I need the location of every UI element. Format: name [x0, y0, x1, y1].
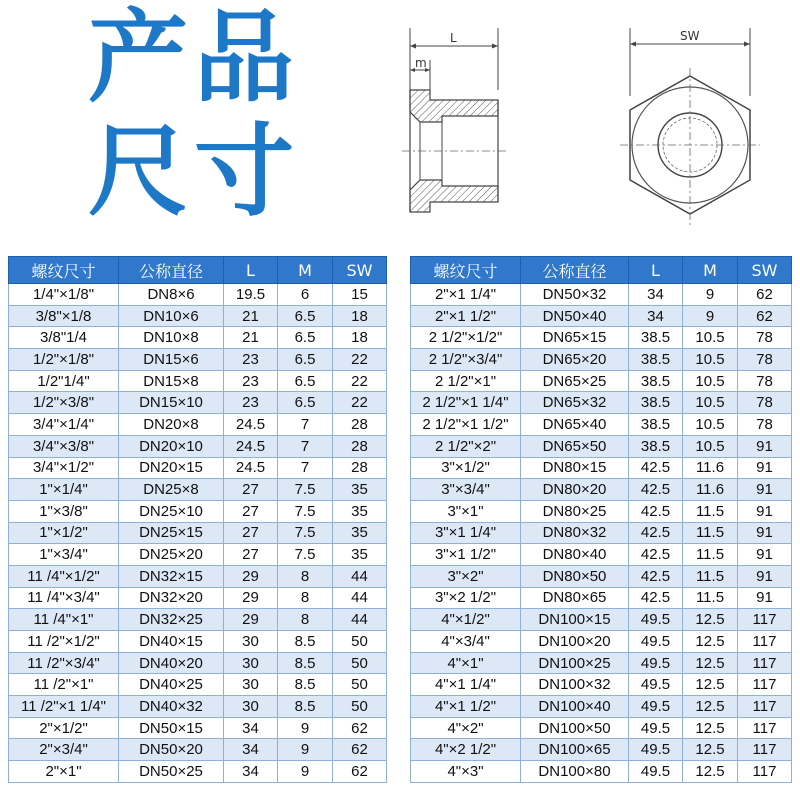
header-l: L — [224, 257, 278, 284]
table-row — [9, 631, 387, 653]
table-row — [411, 761, 792, 783]
cell-m: 11.5 — [683, 522, 738, 544]
cell-m: 10.5 — [683, 414, 738, 436]
cell-thread-size: 11 /2"×1 1/4" — [9, 696, 119, 718]
cell-thread-size: 2"×3/4" — [9, 739, 119, 761]
cell-m: 11.6 — [683, 479, 738, 501]
cell-nominal-diameter: DN20×15 — [119, 457, 224, 479]
cell-l: 27 — [224, 479, 278, 501]
table-row — [9, 565, 387, 587]
cell-nominal-diameter: DN15×10 — [119, 392, 224, 414]
cell-nominal-diameter: DN100×20 — [521, 631, 629, 653]
spec-table-right — [410, 256, 792, 783]
cell-sw: 117 — [738, 739, 792, 761]
cell-m: 8 — [278, 609, 333, 631]
cell-l: 34 — [629, 305, 683, 327]
cell-nominal-diameter: DN50×20 — [119, 739, 224, 761]
table-row — [9, 479, 387, 501]
cell-l: 19.5 — [224, 284, 278, 306]
cell-l: 23 — [224, 392, 278, 414]
spec-table-left — [8, 256, 387, 783]
cell-thread-size: 2 1/2"×1/2" — [411, 327, 521, 349]
cell-l: 23 — [224, 370, 278, 392]
table-row — [411, 500, 792, 522]
cell-nominal-diameter: DN80×50 — [521, 565, 629, 587]
cell-sw: 91 — [738, 565, 792, 587]
cell-m: 7 — [278, 457, 333, 479]
table-row — [9, 717, 387, 739]
header-sw: SW — [738, 257, 792, 284]
cell-l: 29 — [224, 565, 278, 587]
cell-nominal-diameter: DN65×40 — [521, 414, 629, 436]
cell-l: 23 — [224, 349, 278, 371]
cell-sw: 28 — [333, 435, 387, 457]
cell-nominal-diameter: DN40×32 — [119, 696, 224, 718]
cell-sw: 22 — [333, 349, 387, 371]
cell-sw: 35 — [333, 500, 387, 522]
cell-m: 12.5 — [683, 739, 738, 761]
cell-l: 38.5 — [629, 392, 683, 414]
sw-dimension-label: SW — [680, 29, 700, 43]
header-l: L — [629, 257, 683, 284]
cell-sw: 62 — [333, 761, 387, 783]
table-row — [411, 370, 792, 392]
cell-m: 8 — [278, 587, 333, 609]
cell-l: 24.5 — [224, 414, 278, 436]
cell-thread-size: 4"×1 1/2" — [411, 696, 521, 718]
title-line-1: 产品 — [88, 0, 300, 116]
cell-l: 49.5 — [629, 739, 683, 761]
table-row — [411, 674, 792, 696]
cell-nominal-diameter: DN40×15 — [119, 631, 224, 653]
table-row — [411, 739, 792, 761]
cell-l: 24.5 — [224, 435, 278, 457]
cell-thread-size: 1"×1/2" — [9, 522, 119, 544]
cell-nominal-diameter: DN20×8 — [119, 414, 224, 436]
cell-m: 9 — [683, 284, 738, 306]
cell-l: 34 — [629, 284, 683, 306]
cell-l: 34 — [224, 739, 278, 761]
cell-m: 8.5 — [278, 652, 333, 674]
cell-l: 34 — [224, 717, 278, 739]
cell-m: 11.6 — [683, 457, 738, 479]
cell-sw: 62 — [333, 717, 387, 739]
table-row — [9, 305, 387, 327]
cell-nominal-diameter: DN100×15 — [521, 609, 629, 631]
cell-sw: 15 — [333, 284, 387, 306]
cell-sw: 117 — [738, 717, 792, 739]
cell-sw: 35 — [333, 544, 387, 566]
table-row — [411, 544, 792, 566]
table-row — [411, 717, 792, 739]
header-sw: SW — [333, 257, 387, 284]
cell-m: 6.5 — [278, 349, 333, 371]
cell-m: 6 — [278, 284, 333, 306]
cell-sw: 50 — [333, 674, 387, 696]
cell-nominal-diameter: DN40×20 — [119, 652, 224, 674]
cell-thread-size: 3"×1/2" — [411, 457, 521, 479]
cell-thread-size: 4"×2 1/2" — [411, 739, 521, 761]
cell-thread-size: 1/2"×1/8" — [9, 349, 119, 371]
cell-l: 38.5 — [629, 414, 683, 436]
cell-m: 7.5 — [278, 522, 333, 544]
cell-sw: 50 — [333, 631, 387, 653]
cell-l: 30 — [224, 631, 278, 653]
cell-l: 24.5 — [224, 457, 278, 479]
cell-thread-size: 4"×2" — [411, 717, 521, 739]
cell-l: 49.5 — [629, 631, 683, 653]
cell-thread-size: 1"×3/4" — [9, 544, 119, 566]
table-row — [9, 370, 387, 392]
cell-l: 49.5 — [629, 696, 683, 718]
m-dimension-label: m — [415, 56, 427, 70]
table-row — [9, 587, 387, 609]
cell-sw: 78 — [738, 370, 792, 392]
header-thread-size: 螺纹尺寸 — [411, 257, 521, 284]
cell-l: 21 — [224, 305, 278, 327]
cell-sw: 18 — [333, 327, 387, 349]
cell-m: 7 — [278, 414, 333, 436]
cell-l: 38.5 — [629, 435, 683, 457]
cell-thread-size: 3/8"1/4 — [9, 327, 119, 349]
cell-nominal-diameter: DN80×40 — [521, 544, 629, 566]
cell-l: 34 — [224, 761, 278, 783]
cell-nominal-diameter: DN80×65 — [521, 587, 629, 609]
table-row — [9, 652, 387, 674]
cell-nominal-diameter: DN100×32 — [521, 674, 629, 696]
cell-m: 12.5 — [683, 652, 738, 674]
cell-nominal-diameter: DN20×10 — [119, 435, 224, 457]
cell-sw: 117 — [738, 674, 792, 696]
cell-thread-size: 2 1/2"×2" — [411, 435, 521, 457]
cell-l: 21 — [224, 327, 278, 349]
header-m: M — [683, 257, 738, 284]
cell-l: 38.5 — [629, 370, 683, 392]
cell-thread-size: 1/2"×3/8" — [9, 392, 119, 414]
cell-thread-size: 4"×1 1/4" — [411, 674, 521, 696]
cell-thread-size: 2 1/2"×1 1/2" — [411, 414, 521, 436]
cell-sw: 91 — [738, 522, 792, 544]
cell-nominal-diameter: DN65×15 — [521, 327, 629, 349]
table-row — [9, 435, 387, 457]
cell-thread-size: 2"×1/2" — [9, 717, 119, 739]
cell-sw: 78 — [738, 327, 792, 349]
table-header-row — [411, 257, 792, 284]
cell-m: 10.5 — [683, 435, 738, 457]
cell-sw: 91 — [738, 500, 792, 522]
cell-thread-size: 2"×1 1/4" — [411, 284, 521, 306]
table-row — [9, 522, 387, 544]
header-nominal-diameter: 公称直径 — [119, 257, 224, 284]
table-row — [411, 652, 792, 674]
cell-sw: 91 — [738, 479, 792, 501]
cell-nominal-diameter: DN32×25 — [119, 609, 224, 631]
table-row — [9, 392, 387, 414]
table-row — [411, 349, 792, 371]
table-row — [9, 349, 387, 371]
side-section-drawing — [398, 18, 516, 228]
cell-l: 42.5 — [629, 500, 683, 522]
cell-m: 10.5 — [683, 327, 738, 349]
cell-m: 9 — [278, 761, 333, 783]
cell-m: 9 — [278, 717, 333, 739]
cell-nominal-diameter: DN65×25 — [521, 370, 629, 392]
cell-thread-size: 3"×1 1/2" — [411, 544, 521, 566]
cell-m: 11.5 — [683, 565, 738, 587]
table-row — [9, 414, 387, 436]
table-row — [411, 587, 792, 609]
cell-l: 49.5 — [629, 674, 683, 696]
cell-m: 12.5 — [683, 674, 738, 696]
cell-thread-size: 11 /2"×3/4" — [9, 652, 119, 674]
cell-l: 27 — [224, 500, 278, 522]
cell-thread-size: 4"×3/4" — [411, 631, 521, 653]
table-row — [411, 327, 792, 349]
cell-nominal-diameter: DN15×6 — [119, 349, 224, 371]
cell-l: 42.5 — [629, 587, 683, 609]
cell-nominal-diameter: DN100×40 — [521, 696, 629, 718]
cell-thread-size: 1"×3/8" — [9, 500, 119, 522]
cell-l: 42.5 — [629, 522, 683, 544]
cell-l: 30 — [224, 696, 278, 718]
table-row — [9, 696, 387, 718]
cell-l: 42.5 — [629, 565, 683, 587]
cell-nominal-diameter: DN32×15 — [119, 565, 224, 587]
cell-m: 11.5 — [683, 544, 738, 566]
cell-nominal-diameter: DN100×25 — [521, 652, 629, 674]
cell-thread-size: 11 /2"×1" — [9, 674, 119, 696]
cell-nominal-diameter: DN50×25 — [119, 761, 224, 783]
cell-nominal-diameter: DN50×32 — [521, 284, 629, 306]
cell-thread-size: 3"×2 1/2" — [411, 587, 521, 609]
cell-thread-size: 2"×1" — [9, 761, 119, 783]
cell-nominal-diameter: DN80×25 — [521, 500, 629, 522]
cell-nominal-diameter: DN65×32 — [521, 392, 629, 414]
cell-thread-size: 3"×3/4" — [411, 479, 521, 501]
table-row — [9, 500, 387, 522]
cell-m: 12.5 — [683, 631, 738, 653]
cell-thread-size: 2 1/2"×1 1/4" — [411, 392, 521, 414]
cell-l: 49.5 — [629, 717, 683, 739]
cell-sw: 22 — [333, 370, 387, 392]
cell-thread-size: 3/8"×1/8 — [9, 305, 119, 327]
table-row — [9, 674, 387, 696]
cell-m: 7.5 — [278, 500, 333, 522]
cell-sw: 35 — [333, 479, 387, 501]
cell-m: 7.5 — [278, 479, 333, 501]
cell-thread-size: 3/4"×3/8" — [9, 435, 119, 457]
table-row — [411, 479, 792, 501]
table-row — [411, 565, 792, 587]
cell-nominal-diameter: DN50×40 — [521, 305, 629, 327]
cell-nominal-diameter: DN100×50 — [521, 717, 629, 739]
cell-m: 8.5 — [278, 674, 333, 696]
cell-l: 30 — [224, 652, 278, 674]
cell-sw: 44 — [333, 565, 387, 587]
cell-thread-size: 2 1/2"×3/4" — [411, 349, 521, 371]
cell-m: 10.5 — [683, 349, 738, 371]
cell-m: 10.5 — [683, 392, 738, 414]
cell-m: 9 — [683, 305, 738, 327]
header-m: M — [278, 257, 333, 284]
cell-l: 42.5 — [629, 544, 683, 566]
cell-thread-size: 3/4"×1/2" — [9, 457, 119, 479]
cell-sw: 91 — [738, 587, 792, 609]
cell-thread-size: 2"×1 1/2" — [411, 305, 521, 327]
cell-nominal-diameter: DN50×15 — [119, 717, 224, 739]
cell-nominal-diameter: DN25×10 — [119, 500, 224, 522]
cell-nominal-diameter: DN32×20 — [119, 587, 224, 609]
cell-nominal-diameter: DN100×80 — [521, 761, 629, 783]
table-row — [9, 761, 387, 783]
cell-sw: 44 — [333, 587, 387, 609]
cell-l: 42.5 — [629, 479, 683, 501]
table-row — [411, 392, 792, 414]
cell-sw: 18 — [333, 305, 387, 327]
cell-m: 12.5 — [683, 609, 738, 631]
cell-m: 11.5 — [683, 500, 738, 522]
cell-sw: 91 — [738, 435, 792, 457]
table-row — [9, 284, 387, 306]
cell-l: 49.5 — [629, 652, 683, 674]
cell-thread-size: 4"×1" — [411, 652, 521, 674]
cell-thread-size: 1/4"×1/8" — [9, 284, 119, 306]
cell-thread-size: 3"×2" — [411, 565, 521, 587]
cell-m: 11.5 — [683, 587, 738, 609]
header-thread-size: 螺纹尺寸 — [9, 257, 119, 284]
cell-nominal-diameter: DN8×6 — [119, 284, 224, 306]
table-row — [411, 305, 792, 327]
cell-thread-size: 4"×1/2" — [411, 609, 521, 631]
cell-sw: 78 — [738, 349, 792, 371]
table-row — [411, 457, 792, 479]
cell-m: 6.5 — [278, 370, 333, 392]
cell-m: 8 — [278, 565, 333, 587]
cell-sw: 78 — [738, 392, 792, 414]
cell-nominal-diameter: DN25×20 — [119, 544, 224, 566]
cell-sw: 117 — [738, 609, 792, 631]
cell-m: 10.5 — [683, 370, 738, 392]
length-dimension-label: L — [450, 31, 457, 45]
title-line-2: 尺寸 — [88, 113, 300, 230]
cell-l: 42.5 — [629, 457, 683, 479]
table-row — [9, 609, 387, 631]
cell-sw: 44 — [333, 609, 387, 631]
table-row — [411, 435, 792, 457]
cell-l: 49.5 — [629, 761, 683, 783]
cell-thread-size: 4"×3" — [411, 761, 521, 783]
cell-m: 12.5 — [683, 717, 738, 739]
table-row — [411, 522, 792, 544]
cell-thread-size: 3"×1" — [411, 500, 521, 522]
cell-sw: 62 — [738, 284, 792, 306]
cell-m: 12.5 — [683, 761, 738, 783]
cell-thread-size: 3/4"×1/4" — [9, 414, 119, 436]
cell-l: 38.5 — [629, 327, 683, 349]
table-row — [9, 739, 387, 761]
cell-l: 30 — [224, 674, 278, 696]
cell-l: 38.5 — [629, 349, 683, 371]
cell-thread-size: 11 /4"×3/4" — [9, 587, 119, 609]
cell-sw: 50 — [333, 696, 387, 718]
cell-m: 6.5 — [278, 327, 333, 349]
cell-nominal-diameter: DN25×15 — [119, 522, 224, 544]
cell-sw: 117 — [738, 652, 792, 674]
cell-nominal-diameter: DN10×6 — [119, 305, 224, 327]
cell-m: 12.5 — [683, 696, 738, 718]
cell-sw: 62 — [738, 305, 792, 327]
table-row — [411, 284, 792, 306]
cell-nominal-diameter: DN80×15 — [521, 457, 629, 479]
cell-sw: 117 — [738, 631, 792, 653]
cell-sw: 28 — [333, 457, 387, 479]
cell-thread-size: 11 /4"×1/2" — [9, 565, 119, 587]
cell-nominal-diameter: DN25×8 — [119, 479, 224, 501]
cell-nominal-diameter: DN65×20 — [521, 349, 629, 371]
cell-nominal-diameter: DN15×8 — [119, 370, 224, 392]
table-header-row — [9, 257, 387, 284]
cell-m: 8.5 — [278, 631, 333, 653]
cell-thread-size: 1"×1/4" — [9, 479, 119, 501]
cell-sw: 78 — [738, 414, 792, 436]
table-row — [9, 457, 387, 479]
cell-m: 9 — [278, 739, 333, 761]
cell-sw: 28 — [333, 414, 387, 436]
cell-sw: 91 — [738, 544, 792, 566]
table-row — [411, 414, 792, 436]
cell-sw: 22 — [333, 392, 387, 414]
cell-thread-size: 2 1/2"×1" — [411, 370, 521, 392]
cell-nominal-diameter: DN80×20 — [521, 479, 629, 501]
cell-thread-size: 3"×1 1/4" — [411, 522, 521, 544]
cell-sw: 91 — [738, 457, 792, 479]
cell-l: 49.5 — [629, 609, 683, 631]
cell-l: 29 — [224, 587, 278, 609]
table-row — [411, 696, 792, 718]
cell-thread-size: 1/2"1/4" — [9, 370, 119, 392]
header-nominal-diameter: 公称直径 — [521, 257, 629, 284]
front-hex-drawing — [620, 18, 760, 238]
cell-l: 27 — [224, 522, 278, 544]
cell-nominal-diameter: DN100×65 — [521, 739, 629, 761]
table-row — [411, 631, 792, 653]
cell-sw: 62 — [333, 739, 387, 761]
cell-sw: 117 — [738, 696, 792, 718]
cell-nominal-diameter: DN80×32 — [521, 522, 629, 544]
cell-nominal-diameter: DN10×8 — [119, 327, 224, 349]
cell-nominal-diameter: DN40×25 — [119, 674, 224, 696]
table-row — [411, 609, 792, 631]
cell-thread-size: 11 /4"×1" — [9, 609, 119, 631]
cell-sw: 117 — [738, 761, 792, 783]
table-row — [9, 327, 387, 349]
cell-l: 29 — [224, 609, 278, 631]
cell-m: 7 — [278, 435, 333, 457]
cell-m: 7.5 — [278, 544, 333, 566]
cell-sw: 50 — [333, 652, 387, 674]
cell-sw: 35 — [333, 522, 387, 544]
table-row — [9, 544, 387, 566]
cell-thread-size: 11 /2"×1/2" — [9, 631, 119, 653]
cell-l: 27 — [224, 544, 278, 566]
cell-nominal-diameter: DN65×50 — [521, 435, 629, 457]
cell-m: 8.5 — [278, 696, 333, 718]
cell-m: 6.5 — [278, 305, 333, 327]
cell-m: 6.5 — [278, 392, 333, 414]
